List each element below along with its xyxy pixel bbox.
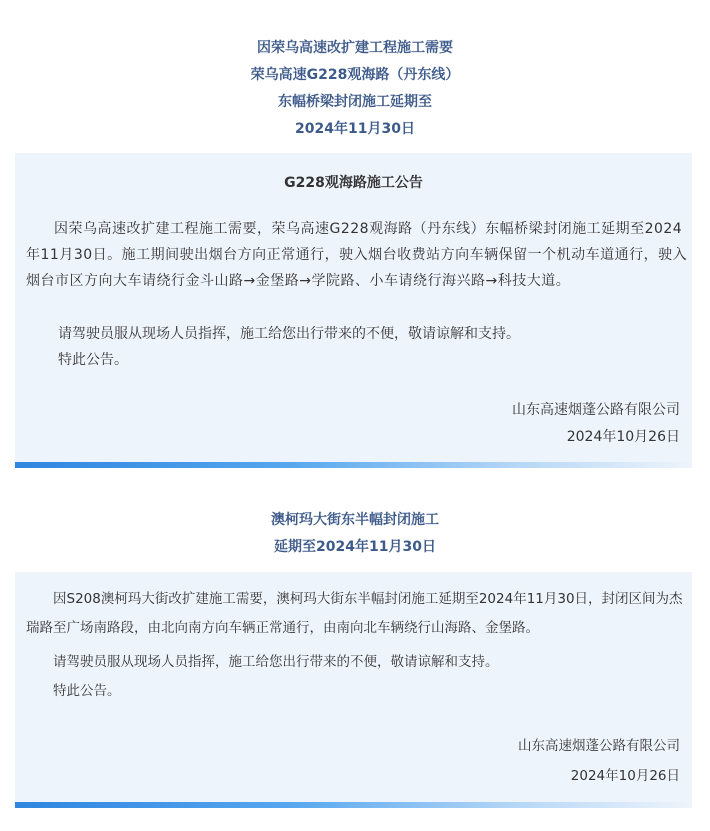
- notice2-body-paragraph: 因S208澳柯玛大街改扩建施工需要，澳柯玛大街东半幅封闭施工延期至2024年11月30日，封闭区间为杰瑞路至广场南路段，由北向南方向车辆正常通行，由南向北车辆绕行山海路、金堡路。: [26, 591, 683, 636]
- notice2-issuer: 山东高速烟蓬公路有限公司: [518, 738, 680, 754]
- notice2-heading-line-1: 澳柯玛大街东半幅封闭施工: [271, 512, 439, 528]
- notice1-heading: [0, 35, 710, 143]
- notice1-title: G228观海路施工公告: [284, 175, 423, 191]
- notice1-closing-line: 特此公告。: [58, 352, 128, 368]
- notice1-issuer: 山东高速烟蓬公路有限公司: [512, 402, 680, 418]
- notice2-heading-line-2: 延期至2024年11月30日: [274, 539, 436, 555]
- notice1-heading-line-3: 东幅桥梁封闭施工延期至: [278, 94, 432, 110]
- notice1-date: 2024年10月26日: [566, 429, 680, 445]
- notice2-request-line: 请驾驶员服从现场人员指挥，施工给您出行带来的不便，敬请谅解和支持。: [53, 654, 499, 670]
- notice1-box: [15, 153, 692, 468]
- notice1-body-paragraph: 因荣乌高速改扩建工程施工需要，荣乌高速G228观海路（丹东线）东幅桥梁封闭施工延期至2024年11月30日。施工期间驶出烟台方向正常通行，驶入烟台收费站方向车辆保留一个机动车道通行，驶入烟台市区方向大车请绕行金斗山路→金堡路→学院路、小车请绕行海兴路→科技大道。: [26, 221, 688, 289]
- notice2-date: 2024年10月26日: [570, 768, 680, 784]
- notice2-box: [15, 572, 692, 808]
- notice1-heading-line-2: 荣乌高速G228观海路（丹东线）: [250, 67, 460, 83]
- notice1-heading-line-1: 因荣乌高速改扩建工程施工需要: [257, 40, 453, 56]
- notice2-heading: [0, 507, 710, 561]
- notice2-closing-line: 特此公告。: [53, 683, 121, 699]
- notice1-heading-line-4: 2024年11月30日: [295, 121, 415, 137]
- notice1-request-line: 请驾驶员服从现场人员指挥，施工给您出行带来的不便，敬请谅解和支持。: [58, 326, 520, 342]
